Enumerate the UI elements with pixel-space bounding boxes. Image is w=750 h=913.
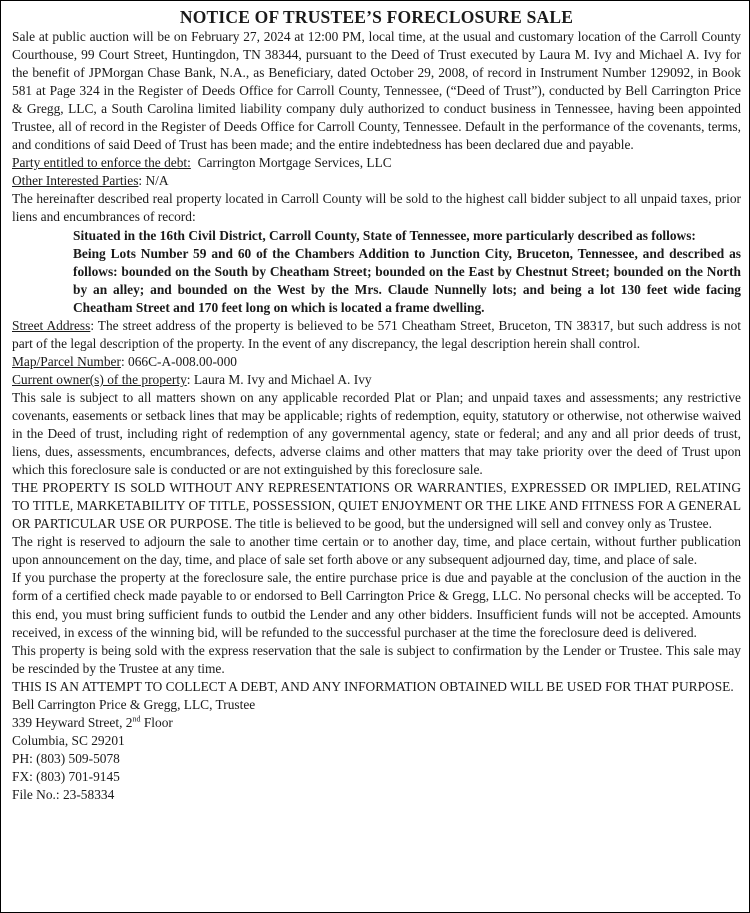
- trustee-phone: PH: (803) 509-5078: [12, 750, 120, 766]
- trustee-fax: FX: (803) 701-9145: [12, 768, 120, 784]
- warranty-paragraph: THE PROPERTY IS SOLD WITHOUT ANY REPRESENTATIONS OR WARRANTIES, EXPRESSED OR IMPLIED, RELATING TO TITLE, MARKETABILITY OF TITLE, POSSESSION, QUIET ENJOYMENT OR THE LIKE AND FITNESS FOR A GENERAL OR PARTICULAR USE OR PURPOSE. The title is believed to be good, but the undersigned will sell and convey only as Trustee.: [12, 480, 741, 532]
- legal-description-lots: Being Lots Number 59 and 60 of the Chambers Addition to Junction City, Bruceton, Tennessee, and described as follows: bounded on the South by Cheatham Street; bounded on the East by Chestnut Street; bounded on the North by an alley; and bounded on the West by the Mrs. Claude Nunnelly lots; and being a lot 130 feet wide facing Cheatham Street and 170 feet long on which is located a frame dwelling.: [73, 245, 741, 315]
- other-parties-line: [12, 172, 741, 190]
- party-line: [12, 154, 741, 172]
- other-parties-value: : N/A: [138, 173, 169, 189]
- floor-text: Floor: [140, 714, 173, 730]
- property-intro: The hereinafter described real property located in Carroll County will be sold to the highest call bidder subject to all unpaid taxes, prior liens and encumbrances of record:: [12, 191, 741, 225]
- street-text: 339 Heyward Street, 2: [12, 714, 133, 730]
- confirmation-paragraph: This property is being sold with the express reservation that the sale is subject to confirmation by the Lender or Trustee. This sale may be rescinded by the Trustee at any time.: [12, 642, 741, 676]
- trustee-firm: Bell Carrington Price & Gregg, LLC, Trustee: [12, 696, 256, 712]
- street-address-value: : The street address of the property is believed to be 571 Cheatham Street, Bruceton, TN 38317, but such address is not part of the legal description of the property. In the event of any discrepancy, the legal description herein shall control.: [12, 317, 742, 351]
- street-address-line: [12, 317, 741, 353]
- intro-paragraph: Sale at public auction will be on February 27, 2024 at 12:00 PM, local time, at the usual and customary location of the Carroll County Courthouse, 99 Court Street, Huntingdon, TN 38344, pursuant to the Deed of Trust executed by Laura M. Ivy and Michael A. Ivy for the benefit of JPMorgan Chase Bank, N.A., as Beneficiary, dated October 29, 2008, of record in Instrument Number 129092, in Book 581 at Page 324 in the Register of Deeds Office for Carroll County, Tennessee, (“Deed of Trust”), conducted by Bell Carrington Price & Gregg, LLC, a South Carolina limited liability company duly authorized to conduct business in Tennessee, having been appointed Trustee, all of record in the Register of Deeds Office for Carroll County, Tennessee. Default in the performance of the covenants, terms, and conditions of said Deed of Trust has been made; and the entire indebtedness has been declared due and payable.: [12, 29, 741, 153]
- file-number: File No.: 23-58334: [12, 786, 115, 802]
- party-label: Party entitled to enforce the debt:: [12, 155, 191, 171]
- floor-superscript: nd: [132, 714, 141, 724]
- signature-block: [12, 696, 741, 804]
- subject-to-paragraph: This sale is subject to all matters shown on any applicable recorded Plat or Plan; and unpaid taxes and assessments; any restrictive covenants, easements or setback lines that may be applicable; rights of redemption, equity, statutory or otherwise, not otherwise waived in the Deed of trust, including right of redemption of any governmental agency, state or federal; and any and all prior deeds of trust, liens, dues, assessments, encumbrances, defects, adverse claims and other matters that may take priority over the deed of Trust upon which this foreclosure sale is conducted or are not extinguished by this foreclosure sale.: [12, 389, 741, 478]
- trustee-city: Columbia, SC 29201: [12, 732, 125, 748]
- party-value: Carrington Mortgage Services, LLC: [197, 155, 392, 171]
- adjourn-paragraph: The right is reserved to adjourn the sale to another time certain or to another day, time, and place certain, without further publication upon announcement on the day, time, and place of sale set forth above or any subsequent adjourned day, time, and place of sale.: [12, 534, 741, 568]
- other-parties-label: Other Interested Parties: [12, 173, 139, 189]
- owners-label: Current owner(s) of the property: [12, 371, 187, 387]
- parcel-label: Map/Parcel Number: [12, 353, 121, 369]
- notice-title: NOTICE OF TRUSTEE’S FORECLOSURE SALE: [179, 7, 574, 27]
- owners-line: [12, 371, 741, 389]
- owners-value: : Laura M. Ivy and Michael A. Ivy: [186, 371, 372, 387]
- purchase-paragraph: If you purchase the property at the foreclosure sale, the entire purchase price is due and payable at the conclusion of the auction in the form of a certified check made payable to or endorsed to Bell Carrington Price & Gregg, LLC. No personal checks will be accepted. To this end, you must bring sufficient funds to outbid the Lender and any other bidders. Insufficient funds will not be accepted. Amounts received, in excess of the winning bid, will be refunded to the successful purchaser at the time the foreclosure deed is delivered.: [12, 570, 741, 640]
- debt-collection-paragraph: THIS IS AN ATTEMPT TO COLLECT A DEBT, AND ANY INFORMATION OBTAINED WILL BE USED FOR THAT PURPOSE.: [12, 678, 734, 694]
- parcel-value: : 066C-A-008.00-000: [120, 353, 237, 369]
- legal-description-situated: Situated in the 16th Civil District, Carroll County, State of Tennessee, more particularly described as follows:: [73, 227, 696, 243]
- parcel-line: [12, 353, 741, 371]
- street-address-label: Street Address: [12, 317, 91, 333]
- trustee-street: [12, 714, 741, 732]
